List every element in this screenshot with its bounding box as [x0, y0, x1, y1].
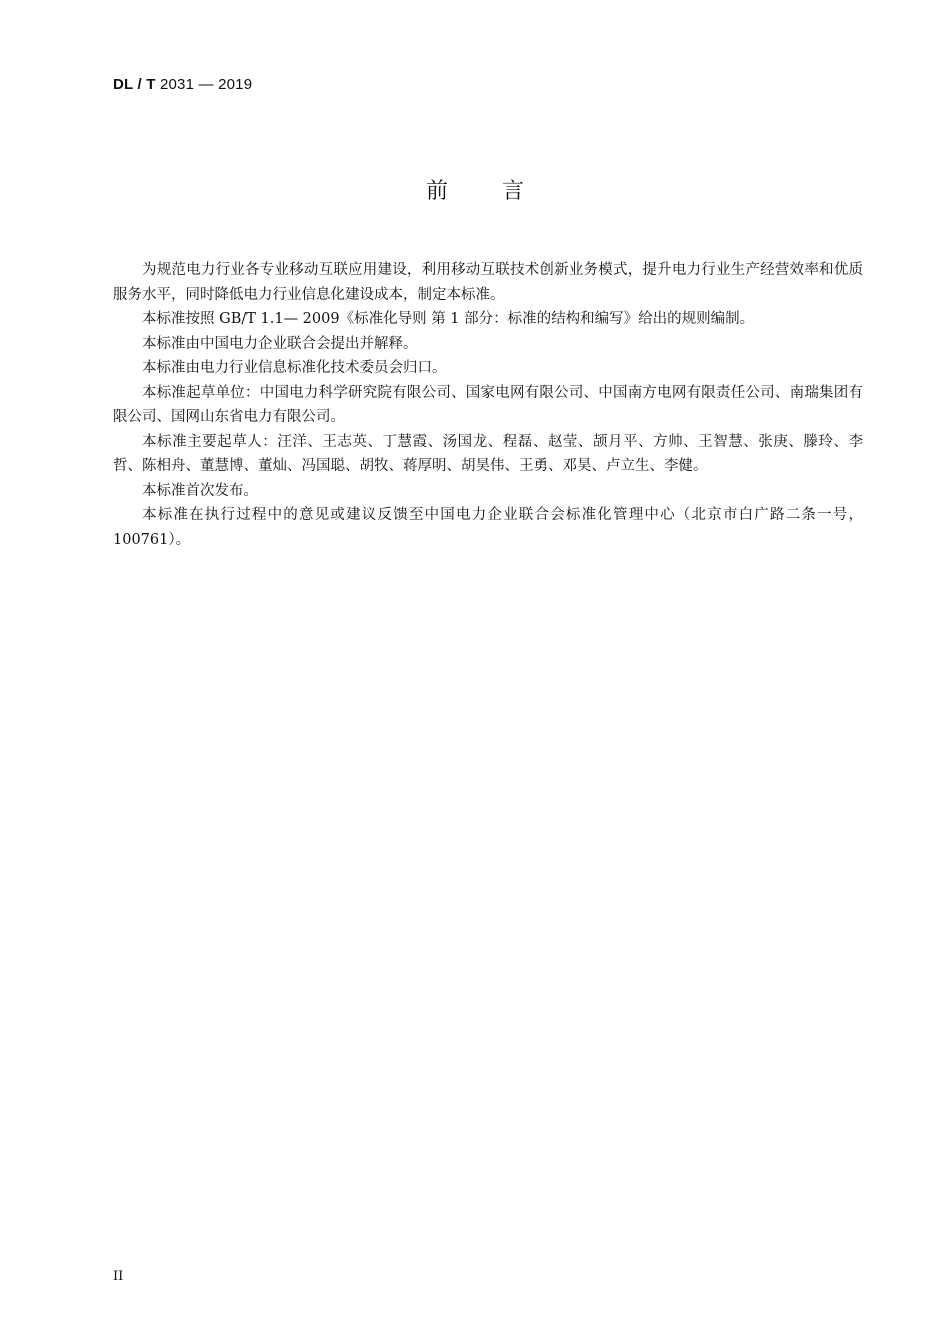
standard-code: DL / T	[113, 76, 156, 93]
paragraph-purpose: 为规范电力行业各专业移动互联应用建设，利用移动互联技术创新业务模式，提升电力行业生产经营效率和优质服务水平，同时降低电力行业信息化建设成本，制定本标准。	[113, 262, 863, 303]
paragraph-drafting-units: 本标准起草单位：中国电力科学研究院有限公司、国家电网有限公司、中国南方电网有限责任公司、南瑞集团有限公司、国网山东省电力有限公司。	[113, 384, 863, 425]
paragraph-first-release: 本标准首次发布。	[142, 482, 258, 499]
standard-number: 2031 — 2019	[159, 76, 253, 93]
standard-header	[113, 76, 252, 93]
page-title: 前言	[425, 179, 578, 204]
page-number: II	[113, 1269, 124, 1284]
paragraph-drafters: 本标准主要起草人：汪洋、王志英、丁慧霞、汤国龙、程磊、赵莹、颉月平、方帅、王智慧、张庚、滕玲、李哲、陈相舟、董慧博、董灿、冯国聪、胡牧、蒋厚明、胡昊伟、王勇、邓昊、卢立生、李健。	[113, 433, 863, 474]
foreword-body	[113, 258, 863, 552]
paragraph-committee: 本标准由电力行业信息标准化技术委员会归口。	[142, 360, 447, 376]
paragraph-drafting-rules: 本标准按照 GB/T 1.1— 2009《标准化导则 第 1 部分：标准的结构和编写》给出的规则编制。	[142, 311, 755, 327]
paragraph-feedback: 本标准在执行过程中的意见或建议反馈至中国电力企业联合会标准化管理中心（北京市白广路二条一号，100761）。	[113, 507, 863, 548]
paragraph-proposer: 本标准由中国电力企业联合会提出并解释。	[142, 335, 418, 352]
